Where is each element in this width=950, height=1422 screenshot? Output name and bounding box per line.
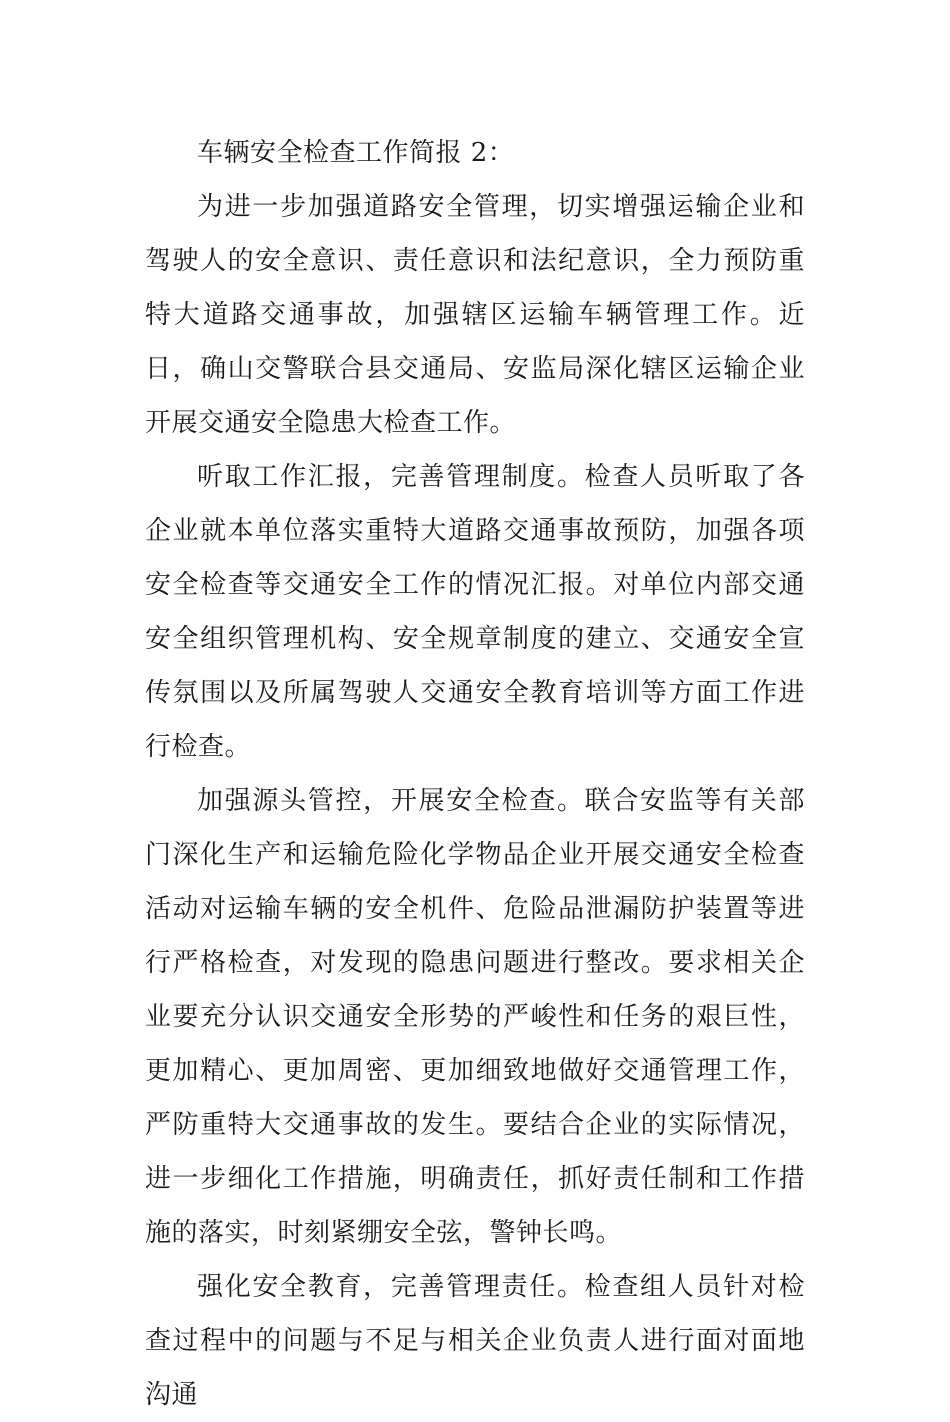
document-body (145, 126, 805, 1422)
document-heading: 车辆安全检查工作简报 2： (197, 138, 515, 168)
paragraph-intro: 为进一步加强道路安全管理，切实增强运输企业和驾驶人的安全意识、责任意识和法纪意识，全力预防重特大道路交通事故，加强辖区运输车辆管理工作。近日，确山交警联合县交通局、安监局深化辖区运输企业开展交通安全隐患大检查工作。 (145, 192, 805, 438)
paragraph-source-control: 加强源头管控，开展安全检查。联合安监等有关部门深化生产和运输危险化学物品企业开展交通安全检查活动对运输车辆的安全机件、危险品泄漏防护装置等进行严格检查，对发现的隐患问题进行整改。要求相关企业要充分认识交通安全形势的严峻性和任务的艰巨性，更加精心、更加周密、更加细致地做好交通管理工作，严防重特大交通事故的发生。要结合企业的实际情况，进一步细化工作措施，明确责任，抓好责任制和工作措施的落实，时刻紧绷安全弦，警钟长鸣。 (145, 786, 805, 1248)
paragraph-safety-education: 强化安全教育，完善管理责任。检查组人员针对检查过程中的问题与不足与相关企业负责人进行面对面地沟通 (145, 1272, 805, 1410)
paragraph-work-report: 听取工作汇报，完善管理制度。检查人员听取了各企业就本单位落实重特大道路交通事故预防，加强各项安全检查等交通安全工作的情况汇报。对单位内部交通安全组织管理机构、安全规章制度的建立、交通安全宣传氛围以及所属驾驶人交通安全教育培训等方面工作进行检查。 (145, 462, 805, 762)
